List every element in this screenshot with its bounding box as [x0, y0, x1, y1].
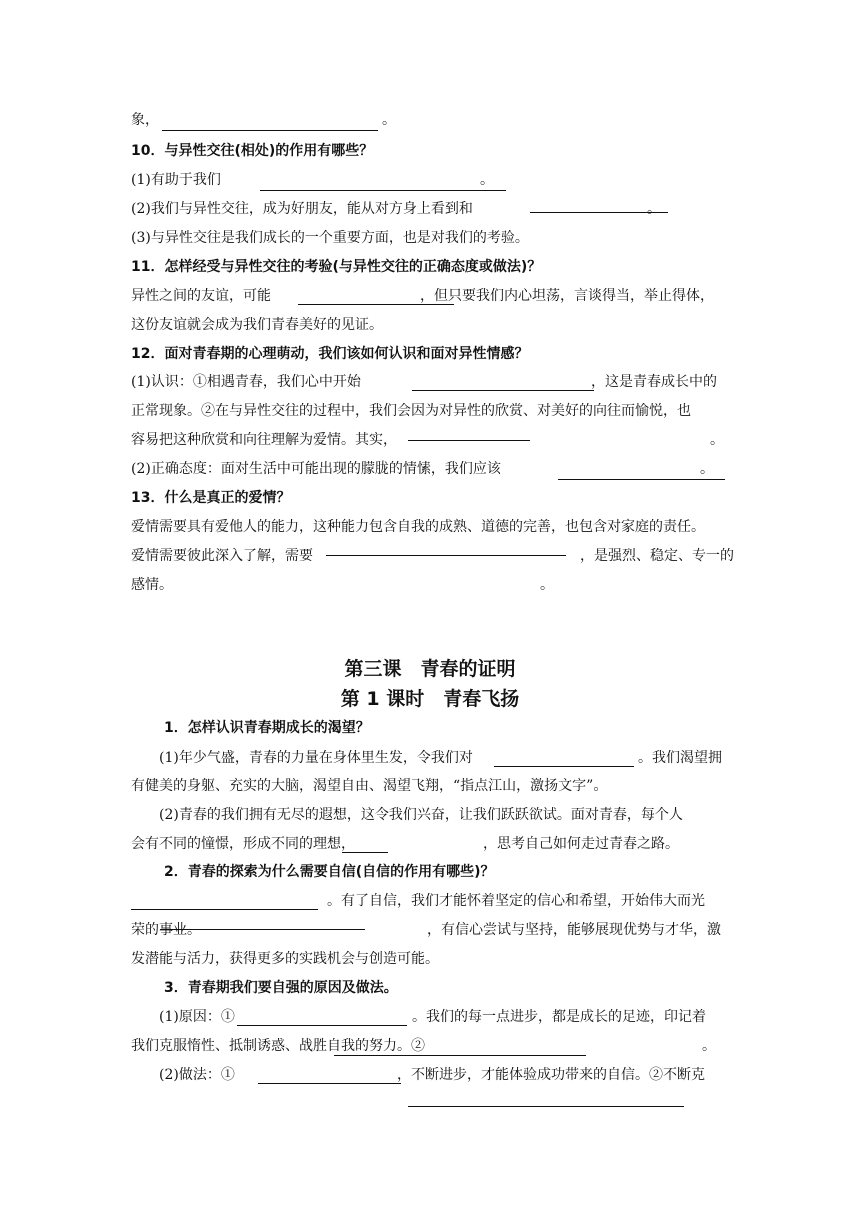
- text-line: 。: [540, 577, 554, 593]
- answer-blank: [131, 909, 318, 910]
- answer-blank: [334, 1055, 586, 1056]
- lesson-title: 第三课 青春的证明: [344, 658, 516, 680]
- question-heading: 10．与异性交往(相处)的作用有哪些？: [131, 143, 374, 159]
- text-line: 。: [702, 1038, 716, 1054]
- text-line: 有健美的身躯、充实的大脑，渴望自由、渴望飞翔，“指点江山，激扬文字”。: [131, 778, 608, 794]
- text-line: 荣的事业。: [131, 922, 201, 938]
- text-line: 。: [382, 112, 396, 128]
- question-heading: 3．青春期我们要自强的原因及做法。: [164, 980, 398, 996]
- text-line: 。有了自信，我们才能怀着坚定的信心和希望，开始伟大而光: [327, 893, 705, 909]
- text-line: (1)年少气盛，青春的力量在身体里生发，令我们对: [159, 750, 473, 766]
- text-line: ，有信心尝试与坚持，能够展现优势与才华，激: [427, 922, 721, 938]
- text-line: 象，: [131, 112, 159, 128]
- text-line: 。我们的每一点进步，都是成长的足迹，印记着: [412, 1009, 706, 1025]
- question-heading: 13．什么是真正的爱情？: [131, 490, 291, 506]
- answer-blank: [326, 555, 566, 556]
- text-line: 。: [647, 201, 661, 217]
- text-line: ，思考自己如何走过青春之路。: [483, 836, 679, 852]
- text-line: 正常现象。②在与异性交往的过程中，我们会因为对异性的欣赏、对美好的向往而愉悦，也: [131, 403, 691, 419]
- session-title: 第 1 课时 青春飞扬: [340, 688, 520, 710]
- text-line: (2)我们与异性交往，成为好朋友，能从对方身上看到和: [131, 201, 473, 217]
- text-line: ，但只要我们内心坦荡，言谈得当，举止得体，: [420, 288, 714, 304]
- text-line: 。: [710, 432, 724, 448]
- text-line: 。: [700, 461, 714, 477]
- answer-blank: [412, 390, 594, 391]
- text-line: 会有不同的憧憬，形成不同的理想，: [131, 836, 355, 852]
- text-line: 爱情需要具有爱他人的能力，这种能力包含自我的成熟、道德的完善，也包含对家庭的责任。: [131, 519, 705, 535]
- question-heading: 11．怎样经受与异性交往的考验(与异性交往的正确态度或做法)？: [131, 259, 542, 275]
- answer-blank: [160, 929, 365, 930]
- answer-blank: [494, 766, 634, 767]
- text-line: (2)正确态度：面对生活中可能出现的朦胧的情愫，我们应该: [131, 461, 501, 477]
- text-line: ，这是青春成长中的: [591, 374, 717, 390]
- answer-blank: [237, 1025, 407, 1026]
- answer-blank: [260, 190, 506, 191]
- question-heading: 1．怎样认识青春期成长的渴望？: [164, 720, 370, 736]
- text-line: 发潜能与活力，获得更多的实践机会与创造可能。: [131, 951, 439, 967]
- text-line: (3)与异性交往是我们成长的一个重要方面，也是对我们的考验。: [131, 230, 529, 246]
- answer-blank: [408, 1106, 684, 1107]
- answer-blank: [408, 440, 530, 441]
- text-line: 我们克服惰性、抵制诱惑、战胜自我的努力。②: [131, 1038, 425, 1054]
- text-line: (2)做法：①: [159, 1067, 235, 1083]
- answer-blank: [558, 479, 725, 480]
- text-line: (1)有助于我们: [131, 172, 221, 188]
- answer-blank: [258, 1083, 401, 1084]
- text-line: 。我们渴望拥: [638, 750, 722, 766]
- text-line: 异性之间的友谊，可能: [131, 288, 271, 304]
- text-line: 感情。: [131, 577, 173, 593]
- question-heading: 2．青春的探索为什么需要自信(自信的作用有哪些)？: [164, 864, 495, 880]
- text-line: 。: [480, 172, 494, 188]
- answer-blank: [162, 130, 378, 131]
- text-line: (1)认识：①相遇青春，我们心中开始: [131, 374, 361, 390]
- question-heading: 12．面对青春期的心理萌动，我们该如何认识和面对异性情感？: [131, 346, 529, 362]
- text-line: ，是强烈、稳定、专一的: [580, 548, 734, 564]
- text-line: 容易把这种欣赏和向往理解为爱情。其实，: [131, 432, 397, 448]
- text-line: (2)青春的我们拥有无尽的遐想，这令我们兴奋，让我们跃跃欲试。面对青春，每个人: [159, 807, 683, 823]
- text-line: 爱情需要彼此深入了解，需要: [131, 548, 313, 564]
- text-line: (1)原因：①: [159, 1009, 235, 1025]
- text-line: 这份友谊就会成为我们青春美好的见证。: [131, 317, 383, 333]
- answer-blank: [342, 852, 388, 853]
- text-line: ，不断进步，才能体验成功带来的自信。②不断克: [397, 1067, 705, 1083]
